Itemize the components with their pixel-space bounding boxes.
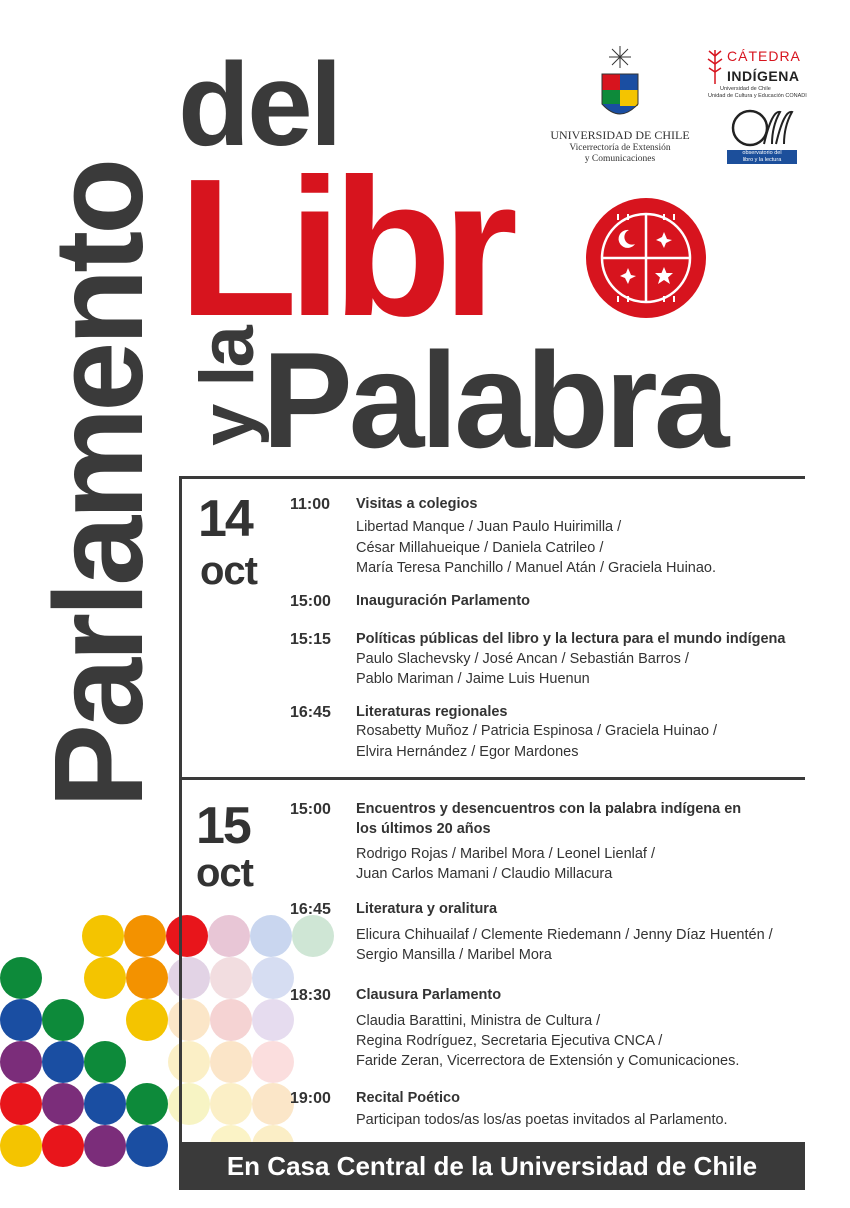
decorative-dot	[0, 1125, 42, 1167]
decorative-dot	[252, 999, 294, 1041]
decorative-dot	[166, 915, 208, 957]
event-participants: María Teresa Panchillo / Manuel Atán / Graciela Huinao.	[356, 560, 717, 576]
decorative-dot	[84, 1125, 126, 1167]
decorative-dot	[42, 1125, 84, 1167]
decorative-dot	[210, 1041, 252, 1083]
observatorio-logo-icon	[726, 106, 798, 148]
decorative-dot	[84, 957, 126, 999]
decorative-dot	[84, 1041, 126, 1083]
frame-left-rule	[179, 476, 182, 1181]
event-title: Recital Poético	[356, 1090, 460, 1106]
event-participants: Elicura Chihuailaf / Clemente Riedemann / Jenny Díaz Huentén /	[356, 927, 773, 943]
event-title: Encuentros y desencuentros con la palabra indígena en	[356, 801, 742, 817]
event-participants: Juan Carlos Mamani / Claudio Millacura	[356, 866, 613, 882]
frame-middle-rule	[179, 777, 805, 780]
decorative-dot	[250, 915, 292, 957]
catedra-plant-icon	[706, 46, 724, 86]
decorative-dot	[168, 1041, 210, 1083]
decorative-dot	[126, 957, 168, 999]
event-title: Literatura y oralitura	[356, 901, 498, 917]
event-title: Literaturas regionales	[356, 704, 508, 720]
event-time: 19:00	[290, 1090, 331, 1107]
decorative-dot	[126, 1083, 168, 1125]
title-libro	[178, 138, 509, 357]
decorative-dot	[168, 957, 210, 999]
event-time: 16:45	[290, 901, 331, 918]
event-time: 15:00	[290, 801, 331, 818]
day2-number: 15	[196, 797, 250, 855]
observatorio-line2: libro y la lectura	[742, 157, 782, 163]
decorative-dot	[126, 999, 168, 1041]
event-time: 16:45	[290, 704, 331, 721]
catedra-label: CÁTEDRA	[727, 48, 801, 64]
event-time: 15:00	[290, 593, 331, 610]
event-participants: Elvira Hernández / Egor Mardones	[356, 744, 579, 760]
observatorio-line1: observatorio del	[742, 150, 782, 156]
university-sub1: Vicerrectoría de Extensión	[569, 143, 671, 153]
decorative-dot	[252, 1083, 294, 1125]
venue-banner: En Casa Central de la Universidad de Chile	[179, 1142, 805, 1190]
university-name: UNIVERSIDAD DE CHILE	[550, 128, 690, 142]
event-participants: Participan todos/as los/as poetas invitados al Parlamento.	[356, 1112, 728, 1128]
decorative-dot	[168, 999, 210, 1041]
event-time: 15:15	[290, 631, 331, 648]
event-time: 18:30	[290, 987, 331, 1004]
decorative-dot	[0, 1083, 42, 1125]
event-participants: Paulo Slachevsky / José Ancan / Sebastián Barros /	[356, 651, 689, 667]
event-participants: Sergio Mansilla / Maribel Mora	[356, 947, 552, 963]
event-participants: Claudia Barattini, Ministra de Cultura /	[356, 1013, 601, 1029]
decorative-dot	[0, 999, 42, 1041]
decorative-dot	[42, 999, 84, 1041]
decorative-dot	[210, 1083, 252, 1125]
day2-month: oct	[196, 851, 253, 895]
decorative-dot	[292, 915, 334, 957]
decorative-dot	[42, 1083, 84, 1125]
kultrun-emblem-icon	[584, 196, 708, 320]
indigena-label: INDÍGENA	[727, 68, 800, 84]
day1-number: 14	[198, 490, 252, 548]
title-parlamento: Parlamento	[28, 161, 169, 808]
event-title: Visitas a colegios	[356, 496, 478, 512]
event-participants: Regina Rodríguez, Secretaria Ejecutiva CNCA /	[356, 1033, 663, 1049]
title-palabra: Palabra	[262, 324, 726, 476]
decorative-dot	[252, 957, 294, 999]
catedra-sub2: Unidad de Cultura y Educación CONADI	[708, 93, 807, 99]
observatorio-label	[727, 150, 797, 164]
decorative-dot	[42, 1041, 84, 1083]
decorative-dot	[168, 1083, 210, 1125]
event-title: Inauguración Parlamento	[356, 593, 531, 609]
decorative-dot	[252, 1041, 294, 1083]
event-title: Clausura Parlamento	[356, 987, 502, 1003]
decorative-dot	[210, 999, 252, 1041]
event-participants: Rosabetty Muñoz / Patricia Espinosa / Graciela Huinao /	[356, 723, 718, 739]
event-participants: Libertad Manque / Juan Paulo Huirimilla /	[356, 519, 622, 535]
event-title: Políticas públicas del libro y la lectura para el mundo indígena	[356, 631, 786, 647]
event-participants: César Millahueique / Daniela Catrileo /	[356, 540, 604, 556]
university-sub2: y Comunicaciones	[584, 154, 656, 164]
decorative-dot	[210, 957, 252, 999]
event-participants: Rodrigo Rojas / Maribel Mora / Leonel Lienlaf /	[356, 846, 656, 862]
event-time: 11:00	[290, 496, 331, 513]
title-libro-text: Libr	[178, 138, 509, 357]
catedra-sub1: Universidad de Chile	[720, 86, 771, 92]
decorative-dot	[0, 1041, 42, 1083]
day1-month: oct	[200, 549, 257, 593]
event-participants: Pablo Mariman / Jaime Luis Huenun	[356, 671, 590, 687]
event-title: los últimos 20 años	[356, 821, 491, 837]
title-del: del	[178, 39, 340, 171]
decorative-dot	[126, 1125, 168, 1167]
decorative-dot	[84, 1083, 126, 1125]
decorative-dot	[208, 915, 250, 957]
title-y-la: y la	[185, 327, 270, 446]
frame-top-rule	[179, 476, 805, 479]
decorative-dot	[82, 915, 124, 957]
university-shield-icon	[596, 44, 644, 126]
decorative-dot	[0, 957, 42, 999]
event-participants: Faride Zeran, Vicerrectora de Extensión y Comunicaciones.	[356, 1053, 740, 1069]
decorative-dot	[124, 915, 166, 957]
